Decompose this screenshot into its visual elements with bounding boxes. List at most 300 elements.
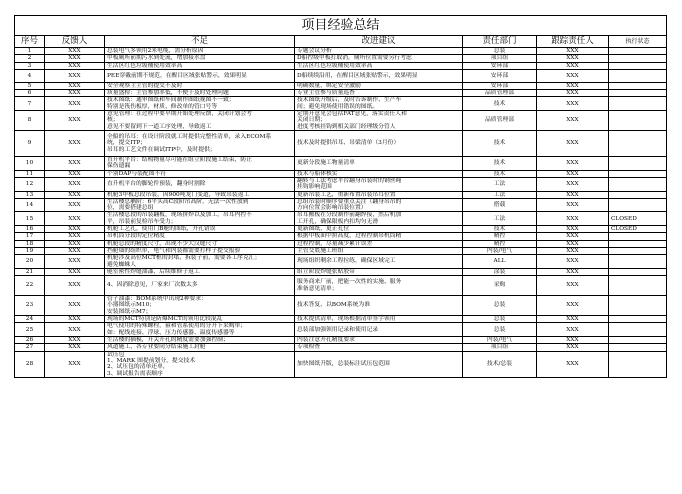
row-reporter: XXX [45,97,105,111]
row-status [609,62,667,69]
row-suggestion-line: 加快图纸升版，总装标注试压包范围 [297,361,390,368]
row-number: 8 [15,111,45,131]
row-follower: XXX [537,268,609,275]
row-suggestion-line: 组立阶段焊缝张贴胶带 [297,268,355,275]
row-issue-line: 意见管理：在过程中要早期开始处理反馈，关闭计划会考 [107,111,252,118]
row-status [609,69,667,82]
row-issue-line: 2、试压包的清单还单， [107,364,169,371]
row-suggestion [295,198,463,212]
row-suggestion-line: 间；避免现场使用错误的图纸。 [297,103,379,110]
row-status [609,90,667,97]
row-follower: XXX [537,69,609,82]
row-dept: 总装 [463,48,537,55]
row-number: 7 [15,97,45,111]
row-issue-line: 安装图纸示M7； [107,308,152,315]
row-suggestion-line: 技术图纸升级后，及时告诉制作、生产车 [297,97,402,104]
row-reporter: XXX [45,48,105,55]
row-dept: 品质管理部 [463,90,537,97]
header-suggestion: 改进建议 [295,36,463,48]
row-suggestion-line: 总组吊装时顺序要重点关注（翻身吊吊的 [297,198,402,205]
row-suggestion [295,344,463,351]
row-suggestion [295,170,463,177]
row-reporter: XXX [45,226,105,233]
row-issue-line: 直升机平台的脚轮件预装，翻身时割除 [107,181,206,188]
row-follower: XXX [537,296,609,316]
table-row [15,191,667,198]
row-number: 26 [15,337,45,344]
row-status [609,233,667,240]
row-issue-line: 4、因消除意见，厂家来厂次数太多 [107,282,198,289]
row-suggestion-line: 进度考核挂钩到相关部门经理级分管人 [297,123,396,130]
row-issue-line: 特别是筏伤板厚，材质、修改单的管口号等 [107,103,218,110]
row-reporter: XXX [45,240,105,247]
row-status [609,296,667,316]
row-issue-line: 保伤遗漏 [107,163,131,170]
row-issue-line: 生活楼总舾阶：6平头高C段阶吊高阶，无法一次性放到 [107,198,249,205]
row-number: 5 [15,82,45,89]
row-issue-line: 个别DAP与装配图不符 [107,170,167,177]
row-reporter: XXX [45,296,105,316]
row-number: 9 [15,131,45,157]
table-row [15,276,667,296]
row-suggestion-line: 现场组织剩余工程拉练，确保区域完工 [297,258,396,265]
row-suggestion [295,255,463,269]
row-issue-line: 生活楼总段的吊装翻板，现场拼焊以及加工，吊耳内控不 [107,212,252,219]
row-follower: XXX [537,212,609,226]
table-row [15,255,667,269]
row-issue-line: 生活楼的插模，开关开孔的精度需要加强控制； [107,337,229,344]
row-suggestion-line: 主管交底施工班组 [297,247,344,254]
row-issue [105,212,295,226]
row-suggestion-line: 过程控制，尽量减少累计误差 [297,240,373,247]
row-reporter: XXX [45,268,105,275]
row-suggestion [295,82,463,89]
row-suggestion-line: 更新吊装工艺，重新布置吊装吊耳位置 [297,191,396,198]
row-dept: 工法 [463,191,537,198]
row-suggestion [295,323,463,337]
row-dept: 总装 [463,323,537,337]
row-suggestion [295,131,463,157]
header-follower: 跟踪责任人 [537,36,609,48]
row-issue-line: 如：配线连接、浮球、压力传感器、温度传感器等 [107,329,235,336]
row-issue [105,296,295,316]
row-issue-line: 挡舱墙的组织单，电气和内装都需要打样子提交报验 [107,247,241,254]
row-reporter: XXX [45,233,105,240]
row-number: 4 [15,69,45,82]
row-issue-line: 甲板厕所前期污水到处流，增加接水盘 [107,55,206,62]
row-suggestion-line: 专业主管参与质量巡查 [297,90,355,97]
row-issue [105,323,295,337]
row-follower: XXX [537,111,609,131]
row-status [609,198,667,212]
row-dept: 技术/总装 [463,351,537,377]
row-suggestion [295,276,463,296]
row-dept: 品质管理部 [463,111,537,131]
row-number: 10 [15,157,45,171]
row-issue [105,111,295,131]
table-row [15,170,667,177]
row-status [609,316,667,323]
row-suggestion [295,69,463,82]
row-number: 20 [15,255,45,269]
row-issue [105,226,295,233]
table-row [15,62,667,69]
row-issue [105,82,295,89]
row-reporter: XXX [45,55,105,62]
row-issue [105,247,295,254]
row-status [609,337,667,344]
row-status [609,177,667,191]
row-issue [105,316,295,323]
row-dept: 技术 [463,97,537,111]
table-row [15,316,667,323]
row-suggestion-line: 技术与船体核实 [297,170,338,177]
row-issue [105,191,295,198]
row-status [609,97,667,111]
header-dept: 责任部门 [463,36,537,48]
table-row [15,226,667,233]
row-suggestion [295,55,463,62]
row-issue [105,90,295,97]
row-suggestion-line: 根据甲板面中拼高度，过程控制吊机筒精 [297,233,402,240]
row-dept: 搭载 [463,198,537,212]
row-suggestion [295,212,463,226]
row-status [609,255,667,269]
row-number: 19 [15,247,45,254]
row-issue-line: 机舱总段的精度尺寸，出现不少大汉缝尺寸 [107,240,218,247]
table-row [15,351,667,377]
row-status [609,55,667,62]
row-status [609,323,667,337]
table-row [15,90,667,97]
row-status [609,344,667,351]
row-issue [105,170,295,177]
row-reporter: XXX [45,198,105,212]
row-number: 14 [15,198,45,212]
row-dept: 精控 [463,240,537,247]
row-issue [105,268,295,275]
row-follower: XXX [537,344,609,351]
row-number: 2 [15,55,45,62]
row-dept: 安环部 [463,82,537,89]
row-number: 28 [15,351,45,377]
row-dept: 内装/电气 [463,337,537,344]
row-suggestion [295,90,463,97]
row-follower: XXX [537,90,609,97]
row-issue-line: 避免蜘蛛人 [107,261,136,268]
row-reporter: XXX [45,255,105,269]
row-reporter: XXX [45,90,105,97]
row-suggestion-line: 方向位置会影响吊装位置） [297,205,367,212]
row-suggestion [295,62,463,69]
row-reporter: XXX [45,69,105,82]
summary-table [14,15,667,378]
row-dept: 安环部 [463,69,537,82]
row-dept: 涂装 [463,268,537,275]
row-dept: 精控 [463,233,537,240]
table-row [15,198,667,212]
row-dept: 总装 [463,296,537,316]
row-issue [105,344,295,351]
row-issue [105,69,295,82]
page-title: 项目经验总结 [15,16,667,36]
row-follower: XXX [537,55,609,62]
row-issue [105,198,295,212]
row-issue-line: 技术图纸：通审图纸和车间制作图纸视图不一致； [107,97,235,104]
row-issue-line: 平，吊装前复检吊车受力； [107,218,177,225]
row-suggestion [295,111,463,131]
row-reporter: XXX [45,337,105,344]
table-row [15,337,667,344]
row-status [609,351,667,377]
row-status [609,247,667,254]
table-row [15,111,667,131]
header-reporter: 反馈人 [45,36,105,48]
row-reporter: XXX [45,316,105,323]
row-suggestion-line: 技术答复，以BOM系统为准 [297,302,371,309]
row-follower: XXX [537,62,609,69]
row-issue [105,233,295,240]
row-status [609,170,667,177]
row-dept: 项目组 [463,55,537,62]
row-suggestion [295,268,463,275]
row-number: 23 [15,296,45,316]
row-issue-line: 核； [107,117,119,124]
row-suggestion [295,191,463,198]
row-follower: XXX [537,198,609,212]
row-issue-line: 3、调试报告需表顺序 [107,370,163,377]
row-issue-line: 位，需要搭建总组 [107,205,154,212]
row-suggestion-line: 总装部加强领用记录和使用记录 [297,326,379,333]
row-issue [105,276,295,296]
row-number: 1 [15,48,45,55]
row-issue [105,240,295,247]
row-suggestion-line: 关闭日期； [297,117,326,124]
row-suggestion-line: 专项检查 [297,344,321,351]
table-row [15,268,667,275]
row-dept: 采购 [463,276,537,296]
row-number: 3 [15,62,45,69]
header-no: 序号 [15,36,45,48]
row-suggestion-line: 服务商来厂前，把能一次性的实施、服务 [297,279,402,286]
row-number: 22 [15,276,45,296]
row-issue [105,55,295,62]
row-suggestion-line: 明确数量，绑定安全激励 [297,82,361,89]
row-number: 11 [15,170,45,177]
table-row [15,131,667,157]
row-status [609,131,667,157]
row-suggestion-line: 技术提供清单，现场根据清单签字领用 [297,316,396,323]
header-issue: 不足 [105,36,295,48]
row-suggestion [295,247,463,254]
row-suggestion [295,177,463,191]
row-issue [105,351,295,377]
row-issue-line: 吊耳的工艺文件在调试ITP中，及时提供； [107,146,216,153]
row-issue-line: 机舱3甲板总段吊装，因900吨龙门变道，导致吊装返工 [107,191,250,198]
row-reporter: XXX [45,111,105,131]
row-issue [105,337,295,344]
row-issue [105,177,295,191]
row-follower: XXX [537,351,609,377]
row-issue-line: 意见不要留到下一道工序处理，导致返工 [107,123,212,130]
row-reporter: XXX [45,82,105,89]
table-row [15,323,667,337]
row-issue [105,255,295,269]
row-follower: XXX [537,157,609,171]
row-issue-line: 电气使用的特殊螺栓，箍和管系使用的分开下采购单； [107,323,247,330]
row-reporter: XXX [45,177,105,191]
row-suggestion-line: 技术及时提供吊耳、吊梁清单（3月份） [297,140,400,147]
row-reporter: XXX [45,344,105,351]
row-status [609,111,667,131]
row-suggestion-line: 更新分段施工物量清单 [297,160,355,167]
row-issue-line: 生活区红色垃圾桶使用效率高 [107,62,183,69]
row-issue-line: 机舱涉及高位MCT框的封堵，拆装子前，需要各工序克汇； [107,255,261,262]
row-issue-line: 现场的MCT特别是防爆MCT的领用比较混乱 [107,316,223,323]
row-issue-line: 风道施工，各专业要同分结束施工封舱 [107,344,206,351]
row-reporter: XXX [45,62,105,69]
row-follower: XXX [537,226,609,233]
row-follower: XXX [537,82,609,89]
table-row [15,157,667,171]
row-dept: 技术 [463,131,537,157]
row-suggestion [295,351,463,377]
row-reporter: XXX [45,191,105,198]
row-status [609,48,667,55]
header-status: 执行状态 [609,36,667,48]
row-follower: XXX [537,97,609,111]
row-suggestion [295,316,463,323]
row-suggestion [295,337,463,344]
row-reporter: XXX [45,170,105,177]
row-issue-line: 总装电气多领用2米电缆，需分析原因 [107,48,204,54]
row-reporter: XXX [45,131,105,157]
row-status [609,240,667,247]
row-issue-line: 试压包 [107,351,125,358]
row-follower: XXX [537,240,609,247]
row-issue-line: 安全观察主主管的提交不及时 [107,82,183,89]
row-issue [105,48,295,55]
row-reporter: XXX [45,247,105,254]
row-status: CLOSED [609,226,667,233]
row-follower: XXX [537,131,609,157]
row-suggestion-line: 挂钩影响范围 [297,184,332,191]
row-follower: XXX [537,323,609,337]
row-issue-line: 统，提交ITP； [107,140,147,147]
row-dept: 安环部 [463,62,537,69]
row-suggestion [295,226,463,233]
row-suggestion-line: 翻转与工法考虑平台翻身吊装时的钢丝绳 [297,177,402,184]
row-dept: ALL [463,255,537,269]
table-row [15,344,667,351]
row-status [609,276,667,296]
row-issue-line: 机舱工艺孔，使用门B舱的图纸，开孔错误 [107,226,216,233]
row-number: 6 [15,90,45,97]
row-dept: 总装 [463,316,537,323]
row-issue [105,62,295,69]
table-row [15,296,667,316]
row-reporter: XXX [45,276,105,296]
row-follower: XXX [537,177,609,191]
row-follower: XXX [537,337,609,344]
row-suggestion-line: D船续续沿用，在醒目区域张贴警示，效果明显 [297,72,418,79]
row-follower: XXX [537,316,609,323]
row-suggestion-line: 内装注意开孔精度要求 [297,337,355,344]
row-issue-line: 1、MARK 图提前划分，提交技术 [107,357,196,364]
row-issue-line: 舱室密性焊缝油漆，后续维修子返工 [107,268,200,275]
row-number: 12 [15,177,45,191]
row-issue-line: PEE穿戴前期不规范，在醒目区域张贴警示，效果明显 [107,72,247,79]
row-number: 17 [15,233,45,240]
row-reporter: XXX [45,157,105,171]
row-dept: 项目组 [463,344,537,351]
row-suggestion-line: 工开孔，确保限板内扣均匀无滑 [297,218,379,225]
row-issue-line: 全船的吊耳：在设计阶段就工时提供完整性清单，录入ECOM系 [107,134,272,141]
row-issue [105,157,295,171]
table-row [15,48,667,55]
row-suggestion-line: 专题会议分析 [297,48,332,54]
row-issue-line: 小器图纸示M10； [107,302,156,309]
row-status [609,157,667,171]
row-number: 25 [15,323,45,337]
row-status [609,82,667,89]
table-row [15,247,667,254]
title-row [15,16,667,36]
row-follower: XXX [537,276,609,296]
row-number: 16 [15,226,45,233]
table-row [15,69,667,82]
row-dept: 技术 [463,157,537,171]
row-suggestion [295,233,463,240]
row-number: 13 [15,191,45,198]
row-status [609,268,667,275]
row-status: CLOSED [609,212,667,226]
row-suggestion [295,48,463,55]
row-follower: XXX [537,255,609,269]
row-issue [105,97,295,111]
row-follower: XXX [537,170,609,177]
row-number: 18 [15,240,45,247]
row-dept: 工法 [463,212,537,226]
table-row [15,233,667,240]
row-suggestion [295,240,463,247]
row-number: 21 [15,268,45,275]
row-suggestion-line: 定期开意见会包括FAT意见，落实责任人和 [297,111,407,118]
table-row [15,82,667,89]
row-dept: 内装/电气 [463,247,537,254]
row-suggestion [295,296,463,316]
row-follower: XXX [537,48,609,55]
row-suggestion-line: 吊耳搬板在分段制作前翻焊接，然后机加 [297,212,402,219]
row-suggestion-line: 生活区红色垃圾桶使用效率高 [297,62,373,69]
row-follower: XXX [537,247,609,254]
row-suggestion [295,157,463,171]
row-number: 15 [15,212,45,226]
table-row [15,97,667,111]
row-suggestion [295,97,463,111]
row-reporter: XXX [45,323,105,337]
row-number: 24 [15,316,45,323]
row-suggestion-line: 更新图纸，更正孔位 [297,226,350,233]
row-dept: 技术 [463,170,537,177]
row-status [609,191,667,198]
table-row [15,240,667,247]
table-row [15,212,667,226]
header-row [15,36,667,48]
row-suggestion-line: 准备意见清单； [297,285,338,292]
row-issue-line: 管子油漆：BOM系统中出现2种要求： [107,296,207,303]
row-number: 27 [15,344,45,351]
